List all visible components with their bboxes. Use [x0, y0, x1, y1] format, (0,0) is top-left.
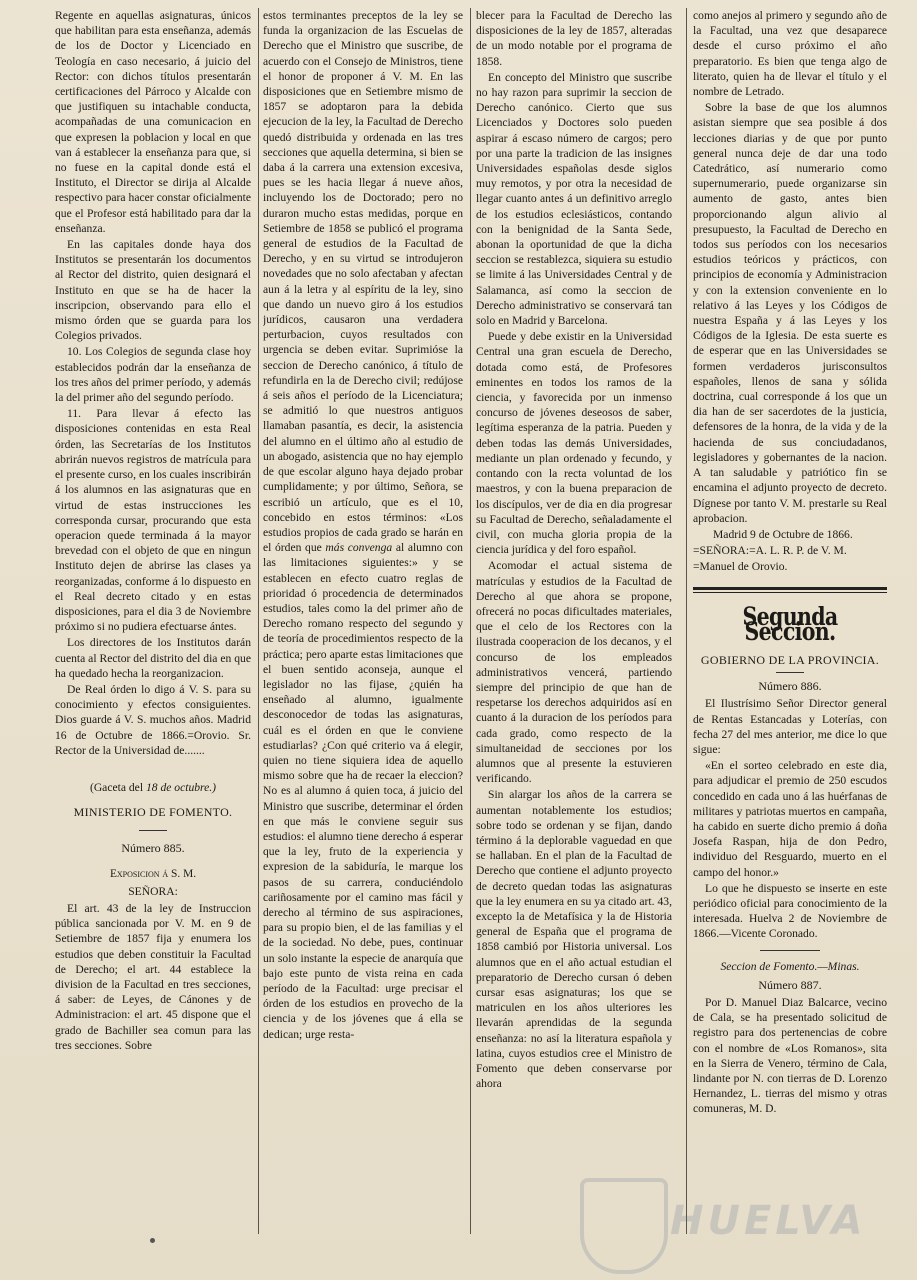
separator — [760, 950, 820, 951]
signature-date: Madrid 9 de Octubre de 1866. — [713, 527, 853, 541]
emphasis: más convenga — [325, 541, 393, 555]
paragraph: El Ilustrísimo Señor Director general de Rentas Estancadas y Loterías, con fecha 27 del mes anterior, me dice lo que sigue: — [693, 697, 887, 756]
gaceta-date: 18 de octubre.) — [145, 780, 217, 794]
paragraph: como anejos al primero y segundo año de la Facultad, una vez que desaparece desde el curso próximo el año preparatorio. Es bien que tenga algo de literato, quien ha de llevar el título y el nombre de Letrado. — [693, 9, 887, 99]
watermark — [560, 1178, 900, 1268]
paragraph: blecer para la Facultad de Derecho las disposiciones de la ley de 1857, alteradas de un modo notable por el programa de 1858. — [476, 9, 672, 68]
column-divider — [258, 8, 259, 1234]
gaceta-citation — [55, 780, 251, 795]
column-2 — [263, 8, 463, 1224]
paragraph: Regente en aquellas asignaturas, únicos que habilitan para esta enseñanza, además de los de Doctor y Licenciado en Teología en caso necesario, á juicio del Rector: con dichos títulos presentarán certificaciones del Párroco y Alcalde con que justifiquen su intachable conducta, acompañadas de una comunicacion en que expresen la poblacion y local en que van á establecer la enseñanza para que, si no fuese en la capital donde está el Instituto, el Director se dirija al Alcalde respectivo para hacer constar oficialmente que el Profesor está habilitado para dar la enseñanza. — [55, 9, 251, 235]
double-rule — [693, 587, 887, 590]
column-divider — [470, 8, 471, 1234]
paragraph: Los directores de los Institutos darán cuenta al Rector del distrito del dia en que ha quedado hecha la reorganizacion. — [55, 636, 251, 680]
column-1 — [55, 8, 251, 1224]
paragraph: Puede y debe existir en la Universidad Central una gran escuela de Derecho, dotada como está, de Profesores eminentes en todos los ramos de la ciencia, y favorecida por un inmenso concurso de jóvenes deseosos de saber, legítima esperanza de la patria. Pueden y deben todas las demás Universidades, mediante un plan ordenado y fecundo, y contando con la recta voluntad de los maestros, y con la buena preparacion de los discípulos, ver de dia en dia progresar su Facultad de Derecho, señaladamente el civil, con mucha gloria propia de la ciencia jurídica y del foro español. — [476, 330, 672, 557]
double-rule — [693, 592, 887, 593]
article-number: Número 887. — [758, 977, 822, 992]
article-number: Número 886. — [758, 679, 822, 694]
section-title: Segunda Seccion. — [742, 601, 838, 646]
paragraph: En las capitales donde haya dos Institutos se presentarán los documentos al Rector del distrito, quien designará el Instituto en que se ha de hacer la inscripcion, observando para ello el mismo órden que se guarda para los Colegios privados. — [55, 238, 251, 343]
text-run: al alumno con las limitaciones siguientes:» y se establecen en efecto cuatro reglas de prioridad ó procedencia de determinados estudios, tales como la del primer año de Derecho romano respecto del segundo y de teoría de procedimientos respecto de la práctica; pero aparte estas limitaciones que el buen sentido aconseja, aunque el legislador no las fijase, ¿quién ha enseñado al alumno, igualmente desconocedor de todas las asignaturas, cuál es el órden en que le conviene estudiarlas? ¿Con qué criterio va á elegir, quien no tiene siquiera idea de aquello mismo sobre que ha de recaer la eleccion? No es al alumno á quien toca, á juicio del Ministro que suscribe, determinar el órden en que más le conviene seguir sus estudios: el alumno tiene derecho á esperar que la ley, fruto de la experiencia y expresion de la sabiduría, le marque los pasos de su carrera, conduciéndolo cariñosamente por el camino mas fácil y derecho al término de sus aspiraciones, para su propio bien, el de las familias y el de la sociedad. No debe, pues, continuar un solo instante la especie de anarquía que bajo este punto de vista reina en cada período de la Facultad: urge precisar el órden de los estudios en provecho de la ciencia y de los jóvenes que á ella se dedican; urge resta- — [263, 541, 463, 1041]
subsection-heading: Seccion de Fomento.—Minas. — [720, 959, 860, 973]
column-4 — [693, 8, 887, 1224]
separator — [776, 672, 804, 673]
article-number: Número 885. — [121, 841, 185, 856]
column-3 — [476, 8, 672, 1224]
paragraph: Lo que he dispuesto se inserte en este periódico oficial para conocimiento de la interesada. Huelva 2 de Noviembre de 1866.—Vicente Coronado. — [693, 881, 887, 941]
paragraph: En concepto del Ministro que suscribe no hay razon para suprimir la seccion de Derecho canónico. Cierto que sus Licenciados y Doctores solo pueden aspirar á escaso número de cargos; pero por una parte la tradicion de las insignes Universidades españolas desde siglos muy remotos, y por otra la necesidad de llegar cuanto antes á un definitivo arreglo de los estudios eclesiásticos, contando con la benignidad de la Santa Sede, abonan la oportunidad de que la dicha seccion se restablezca, siquiera su estudio se limite á las Universidades Central y de Salamanca, así como la seccion de Derecho administrativo se conservará tan solo en Madrid y Barcelona. — [476, 70, 672, 328]
paragraph: De Real órden lo digo á V. S. para su conocimiento y efectos consiguientes. Dios guarde á V. S. muchos años. Madrid 16 de Octubre de 1866.=Orovio. Sr. Rector de la Universidad de....... — [55, 682, 251, 757]
paragraph: Por D. Manuel Diaz Balcarce, vecino de Cala, se ha presentado solicitud de registro para dos pertenencias de cobre con el nombre de «Los Romanos», sita en la Sierra de Venero, término de Cala, lindante por N. con tierras de D. Lorenzo Hernandez, L. tierras del mismo y otras comuneras, M. D. — [693, 995, 887, 1116]
paragraph: 10. Los Colegios de segunda clase hoy establecidos podrán dar la enseñanza de los tres años del primer período, y además la del primer año del segundo período. — [55, 345, 251, 405]
ink-dot — [150, 1238, 155, 1243]
subheading: Exposicion á S. M. — [109, 867, 197, 880]
paragraph: 11. Para llevar á efecto las disposiciones contenidas en esta Real órden, las Secretarías de los Institutos abrirán nuevos registros de matrícula para el presente curso, en los cuales inscribirán á los alumnos en las asignaturas que en virtud de estas instrucciones les corresponda cursar, procurando que esta operacion quede terminada á la mayor brevedad con el objeto de que en ningun Instituto dejen de abrirse las clases ya reorganizadas, conforme á lo dispuesto en el Real decreto citado y en estas disposiciones, para el dia 3 de Noviembre próximo si no pudiera efectuarse ántes. — [55, 407, 251, 634]
paragraph: «En el sorteo celebrado en este dia, para adjudicar el premio de 250 escudos concedido en cada uno á las huérfanas de militares y patriotas muertos en campaña, ha cabido en suerte dicho premio á doña Josefa Raspan, hija de don Pedro, individuo del Resguardo, muerto en el campo del honor.» — [693, 759, 887, 879]
paragraph — [263, 8, 463, 1042]
paragraph: Sobre la base de que los alumnos asistan siempre que sea posible á dos lecciones diarias y de que por punto general nunca deje de dar una todo Catedrático, así numerario como supernumerario, puede organizarse sin aumento de gasto, antes bien proporcionando algun alivio al presupuesto, la Facultad de Derecho en todos sus períodos con los necesarios estudios teóricos y prácticos, con principios de economía y Administracion y con la extension conveniente en lo relativo á las Leyes y los Códigos de nuestra España y á las Leyes y los Códigos de la Iglesia. De esta suerte es de esperar que en las Universidades se formen verdaderos jurisconsultos españoles, llenos de sana y sólida doctrina, cual corresponde á los que un dia han de ser sacerdotes de la justicia, defensores de la honra, de la vida y de la hacienda de sus conciudadanos, legisladores y gobernantes de la nacion. A tan saludable y patriótico fin se encamina el adjunto proyecto de decreto. Dígnese por tanto V. M. prestarle su Real aprobacion. — [693, 101, 887, 525]
section-heading: MINISTERIO DE FOMENTO. — [73, 805, 233, 820]
section-heading: GOBIERNO DE LA PROVINCIA. — [700, 652, 880, 667]
paragraph: El art. 43 de la ley de Instruccion pública sancionada por V. M. en 9 de Setiembre de 1857 fija y enumera los estudios que deben constituir la Facultad de Derecho; el art. 44 establece la division de la Facultad en tres secciones, á saber: de Leyes, de Cánones y de Administracion: el art. 45 dispone que el grado de Bachiller sea comun para las tres secciones. Sobre — [55, 901, 251, 1052]
paragraph: Acomodar el actual sistema de matrículas y estudios de la Facultad de Derecho al que ahora se propone, ofrecerá no pocas dificultades materiales, que el celo de los Rectores con la ilustrada cooperacion de los decanos, y el concurso de los empleados administrativos vencerá, partiendo siempre del principio de que han de respetarse los derechos adquiridos así en cuanto á la duracion de los períodos para cada grado, como respecto de la simultaneidad de secciones por los alumnos que al presente la estuvieren verificando. — [476, 559, 672, 786]
text-run: estos terminantes preceptos de la ley se funda la organizacion de las Escuelas de Derecho que el Ministro que suscribe, de acuerdo con el Consejo de Ministros, tiene el honor de proponer á V. M. En las disposiciones que en Setiembre mismo de 1857 se adoptaron para la debida ejecucion de la ley, la Facultad de Derecho quedó distribuida y ordenada en las tres secciones que aquella determina, si bien se daba á la carrera una extension excesiva, pues se les hacia llegar á nueve años, incluyendo los de Doctorado; pero no duraron mucho estas medidas, porque en Setiembre de 1858 se publicó el programa general de estudios de la Facultad de Derecho, y en su virtud se introdujeron novedades que no solo afectaban y afectan aun á la letra y al espíritu de la ley, sino que dando un nuevo giro á los estudios jurídicos, causaron una verdadera perturbacion, cuyos resultados con urgencia se deben evitar. Suprimióse la seccion de Derecho canónico, á título de refundirla en la de Derecho civil; redújose á seis años el período de la Licenciatura; se admitió lo que nuestros antiguos llamaban pasantía, es decir, la asistencia del alumno en el último año al estudio de un abogado, asistencia que no hay ejemplo de que escolar alguno haya dejado probar cumplidamente; y por último, Señora, se escribió un artículo, que es el 10, concebido en estos términos: «Los estudios propios de cada grado se harán en el órden que — [263, 9, 463, 555]
salutation: SEÑORA: — [128, 884, 178, 898]
gaceta-prefix: (Gaceta del — [89, 780, 144, 794]
signature-salutation: =SEÑORA:=A. L. R. P. de V. M. — [693, 544, 847, 558]
shield-icon — [580, 1178, 668, 1274]
paragraph: Sin alargar los años de la carrera se aumentan notablemente los estudios; sobre todo se ordenan y se fijan, dando término á la deplorable vaguedad en que se hallaban. En el plan de la Facultad de Derecho que contiene el adjunto proyecto de decreto quedan todas las asignaturas que la ley enumera en su ya citado art. 43, excepto la de Metafísica y la de Historia general de España que el programa de 1858 cambió por Historia universal. Los alumnos que en el año actual estudian el preparatorio de Derecho cursan ó deben cursar esas asignaturas; los que se matriculen en los años ulteriores les llevarán aprendidas de la segunda enseñanza: no así la literatura española y latina, cuyos estudios cree el Ministro de Fomento que deben conservarse por ahora — [476, 788, 672, 1091]
separator — [139, 830, 167, 831]
column-divider — [686, 8, 687, 1234]
watermark-text: HUELVA — [670, 1198, 867, 1244]
signature-name: =Manuel de Orovio. — [693, 560, 788, 574]
